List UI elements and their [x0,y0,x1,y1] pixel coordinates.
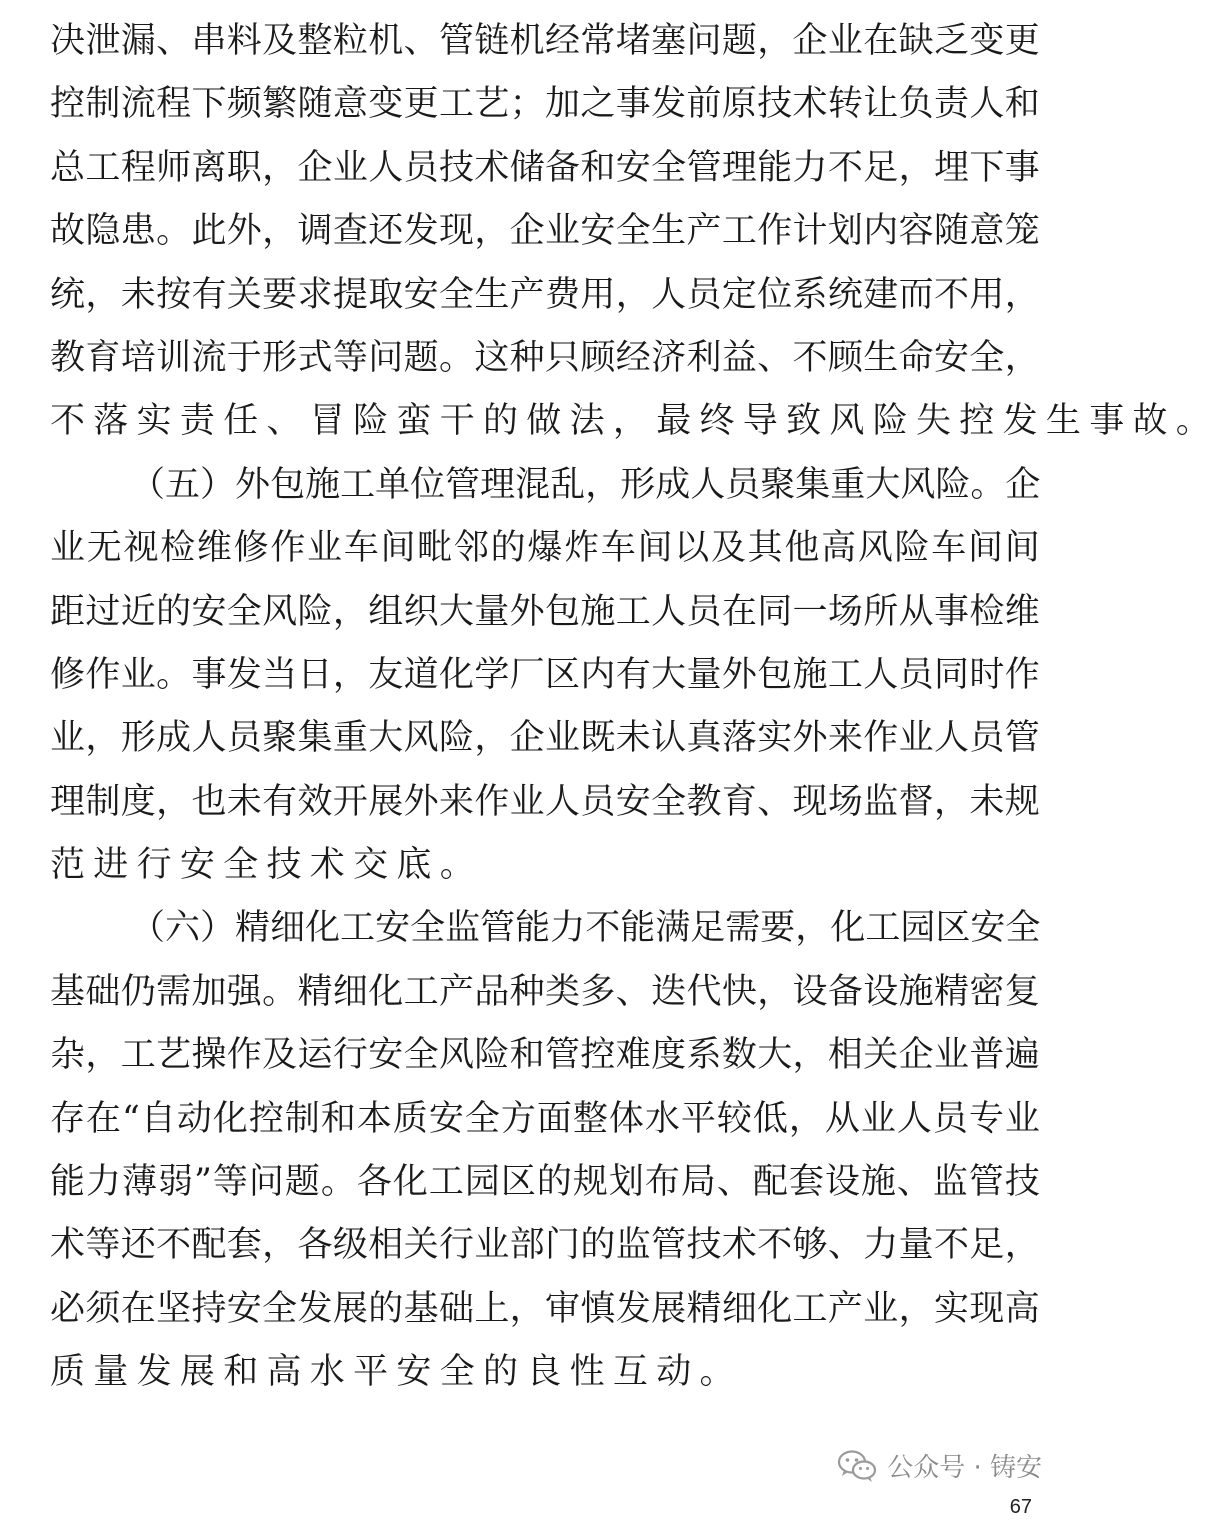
text-line: 业 ， 形 成 人 员 聚 集 重 大 风 险 ， 企 业 既 未 认 真 落 实 外 来 作 业 人 员 管 [50,718,1040,759]
page-number: 67 [1009,1496,1032,1518]
text-line: 能 力 薄 弱 ” 等 问 题 。 各 化 工 园 区 的 规 划 布 局 、 配 套 设 施 、 监 管 技 [50,1162,1040,1203]
text-line: 杂 ， 工 艺 操 作 及 运 行 安 全 风 险 和 管 控 难 度 系 数 大 ， 相 关 企 业 普 遍 [50,1035,1040,1076]
text-line: 范进行安全技术交底。 [50,845,484,886]
section-heading-line: （ 六 ） 精 细 化 工 安 全 监 管 能 力 不 能 满 足 需 要 ， 化 工 园 区 安 全 [130,908,1041,949]
text-line: 存 在 “ 自 动 化 控 制 和 本 质 安 全 方 面 整 体 水 平 较 低 ， 从 业 人 员 专 业 [50,1098,1040,1139]
text-line: 教 育 培 训 流 于 形 式 等 问 题 。 这 种 只 顾 经 济 利 益 、 不 顾 生 命 安 全 ， [50,337,1040,378]
text-line: 术 等 还 不 配 套 ， 各 级 相 关 行 业 部 门 的 监 管 技 术 不 够 、 力 量 不 足 ， [50,1225,1040,1266]
section-heading-line: （ 五 ） 外 包 施 工 单 位 管 理 混 乱 ， 形 成 人 员 聚 集 重 大 风 险 。 企 [130,464,1041,505]
text-line: 决 泄 漏 、 串 料 及 整 粒 机 、 管 链 机 经 常 堵 塞 问 题 ， 企 业 在 缺 乏 变 更 [50,21,1040,61]
text-line: 业 无 视 检 维 修 作 业 车 间 毗 邻 的 爆 炸 车 间 以 及 其 他 高 风 险 车 间 间 [50,528,1040,569]
text-line: 理 制 度 ， 也 未 有 效 开 展 外 来 作 业 人 员 安 全 教 育 、 现 场 监 督 ， 未 规 [50,781,1040,822]
text-line: 质量发展和高水平安全的良性互动。 [50,1352,743,1393]
text-line: 统 ， 未 按 有 关 要 求 提 取 安 全 生 产 费 用 ， 人 员 定 位 系 统 建 而 不 用 ， [50,274,1040,315]
text-line: 故 隐 患 。 此 外 ， 调 查 还 发 现 ， 企 业 安 全 生 产 工 作 计 划 内 容 随 意 笼 [50,211,1040,252]
wechat-logo-icon [837,1449,877,1483]
text-line: 控 制 流 程 下 频 繁 随 意 变 更 工 艺 ； 加 之 事 发 前 原 技 术 转 让 负 责 人 和 [50,84,1040,125]
text-line: 基 础 仍 需 加 强 。 精 细 化 工 产 品 种 类 多 、 迭 代 快 ， 设 备 设 施 精 密 复 [50,971,1040,1012]
text-line: 不落实责任、冒险蛮干的做法，最终导致风险失控发生事故。 [50,401,1219,442]
text-line: 修 作 业 。 事 发 当 日 ， 友 道 化 学 厂 区 内 有 大 量 外 包 施 工 人 员 同 时 作 [50,654,1040,695]
text-line: 距 过 近 的 安 全 风 险 ， 组 织 大 量 外 包 施 工 人 员 在 同 一 场 所 从 事 检 维 [50,591,1040,632]
document-body [50,10,1219,1405]
text-line: 总 工 程 师 离 职 ， 企 业 人 员 技 术 储 备 和 安 全 管 理 能 力 不 足 ， 埋 下 事 [50,147,1040,188]
watermark [837,1447,1042,1484]
watermark-text: 公众号 · 铸安 [887,1453,1042,1483]
text-line: 必 须 在 坚 持 安 全 发 展 的 基 础 上 ， 审 慎 发 展 精 细 化 工 产 业 ， 实 现 高 [50,1288,1040,1329]
